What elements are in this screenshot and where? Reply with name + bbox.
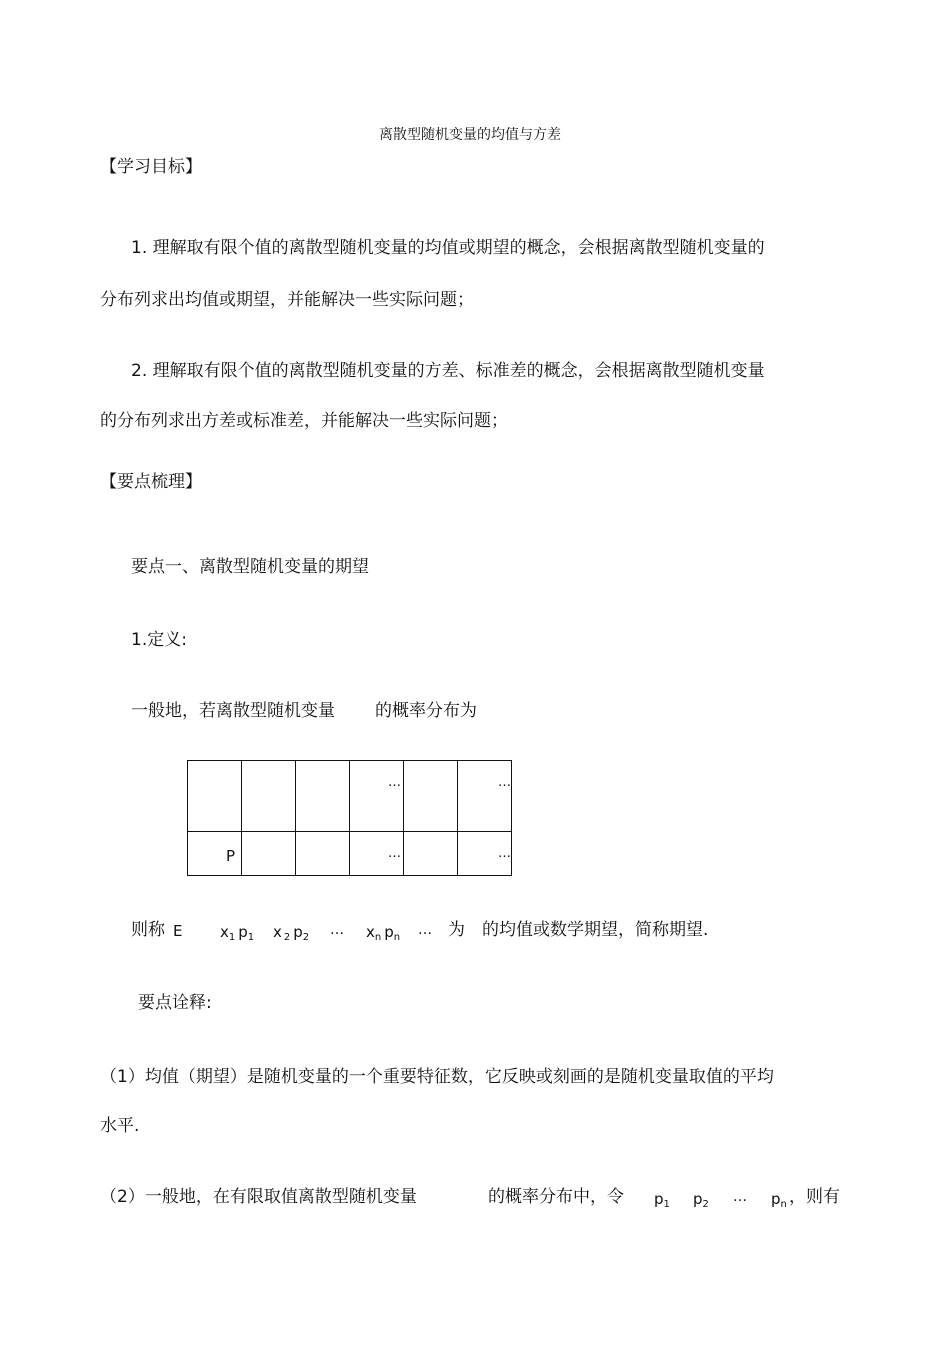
formula-then-call: 则称 — [131, 920, 165, 940]
notes-label: 要点诠释: — [138, 993, 212, 1013]
section-goals-heading: 【学习目标】 — [100, 157, 202, 177]
table-cell — [458, 761, 512, 832]
row-label-p: P — [226, 847, 236, 865]
table-cell — [242, 761, 296, 832]
note-1-line-1: （1）均值（期望）是随机变量的一个重要特征数，它反映或刻画的是随机变量取值的平均 — [100, 1067, 774, 1087]
formula-dots-2: … — [418, 922, 432, 938]
definition-label: 1.定义: — [131, 630, 187, 650]
note-2-pn: $p_n$ — [771, 1190, 787, 1210]
table-cell — [188, 761, 242, 832]
formula-as: 为 — [448, 920, 465, 940]
formula-x1p1: $x_1$ $p_1$ — [220, 923, 255, 943]
table-cell — [404, 832, 458, 876]
note-2-p2: $p_2$ — [693, 1190, 709, 1210]
ellipsis: … — [388, 846, 401, 861]
note-1-line-2: 水平. — [100, 1116, 140, 1136]
table-cell — [458, 832, 512, 876]
goal-1-line-1: 1. 理解取有限个值的离散型随机变量的均值或期望的概念，会根据离散型随机变量的 — [131, 238, 765, 258]
table-row — [188, 832, 512, 876]
formula-e: E — [173, 922, 183, 940]
table-cell — [296, 761, 350, 832]
table-cell — [296, 832, 350, 876]
formula-dots-1: … — [330, 922, 344, 938]
table-cell — [350, 761, 404, 832]
section-points-heading: 【要点梳理】 — [100, 472, 202, 492]
note-2-dots: … — [733, 1189, 747, 1205]
table-cell — [242, 832, 296, 876]
table-cell — [350, 832, 404, 876]
note-2-text-a: （2）一般地，在有限取值离散型随机变量 — [100, 1187, 417, 1207]
page-title: 离散型随机变量的均值与方差 — [379, 127, 561, 143]
formula-tail: 的均值或数学期望，简称期望. — [482, 920, 709, 940]
distribution-table — [187, 760, 512, 876]
ellipsis: … — [498, 775, 511, 790]
note-2-text-b: 的概率分布中，令 — [488, 1187, 624, 1207]
general-text-b: 的概率分布为 — [375, 701, 477, 721]
goal-2-line-1: 2. 理解取有限个值的离散型随机变量的方差、标准差的概念，会根据离散型随机变量 — [131, 361, 765, 381]
note-2-end: ，则有 — [789, 1187, 840, 1207]
table-cell — [188, 832, 242, 876]
goal-2-line-2: 的分布列求出方差或标准差，并能解决一些实际问题； — [100, 411, 508, 431]
formula-x2p2: x $_2$ $p_2$ — [273, 923, 310, 943]
goal-1-line-2: 分布列求出均值或期望，并能解决一些实际问题； — [100, 290, 474, 310]
ellipsis: … — [388, 775, 401, 790]
table-row — [188, 761, 512, 832]
general-text-a: 一般地，若离散型随机变量 — [131, 701, 335, 721]
table-cell — [404, 761, 458, 832]
ellipsis: … — [498, 846, 511, 861]
formula-xnpn: $x_n$ $p_n$ — [366, 923, 401, 943]
note-2-p1: $p_1$ — [654, 1190, 670, 1210]
point-1-heading: 要点一、离散型随机变量的期望 — [131, 557, 369, 577]
